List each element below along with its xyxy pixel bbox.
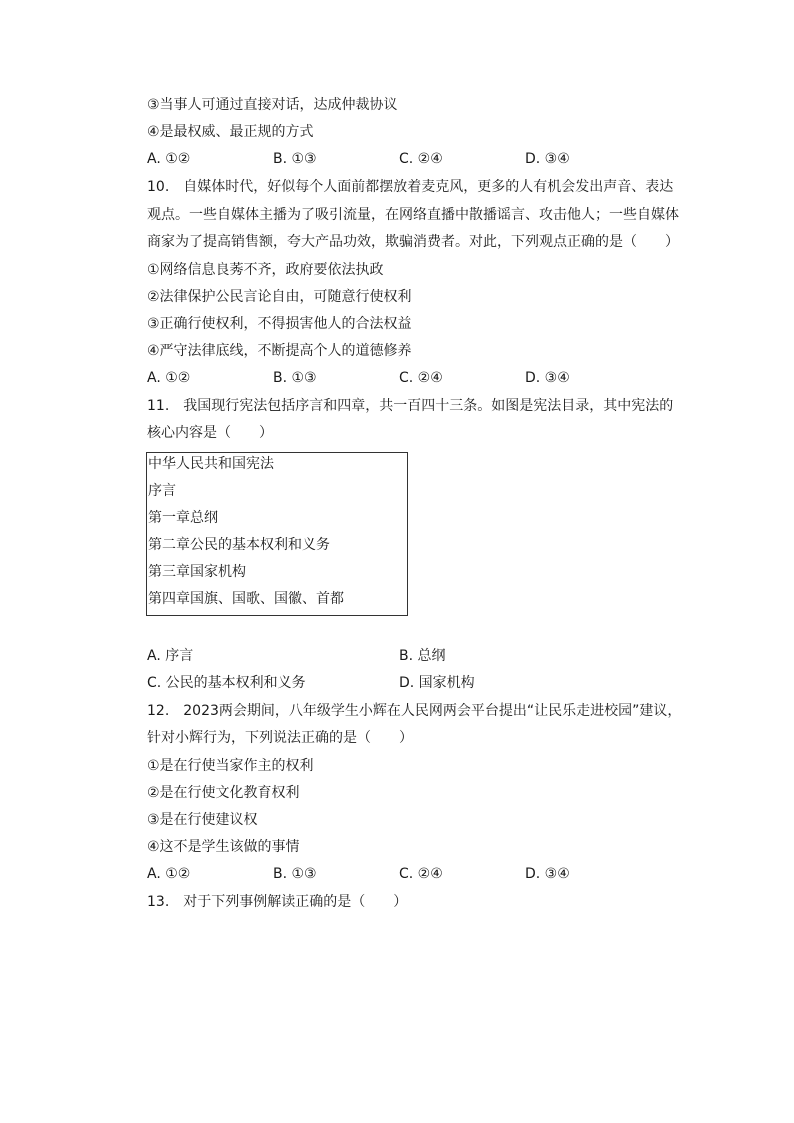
q11-option-d[interactable]: D. 国家机构 [399,675,475,691]
toc-line: 序言 [148,483,176,499]
q12-option-b[interactable]: B. ①③ [273,866,317,882]
toc-line: 第三章国家机构 [148,564,246,580]
q10-item-2: ②法律保护公民言论自由，可随意行使权利 [147,289,412,305]
q12-item-2: ②是在行使文化教育权利 [147,785,300,801]
q9-options [147,150,667,168]
toc-line: 第一章总纲 [148,510,218,526]
q12-option-d[interactable]: D. ③④ [525,866,570,882]
q10-item-1: ①网络信息良莠不齐，政府要依法执政 [147,262,384,278]
q10-stem-line-2: 观点。一些自媒体主播为了吸引流量，在网络直播中散播谣言、攻击他人；一些自媒体 [147,207,679,223]
q10-stem-line-1: 10. 自媒体时代，好似每个人面前都摆放着麦克风，更多的人有机会发出声音、表达 [147,179,674,195]
q9-option-b[interactable]: B. ①③ [273,151,317,167]
q12-item-4: ④这不是学生该做的事情 [147,839,300,855]
q12-item-1: ①是在行使当家作主的权利 [147,758,314,774]
q10-option-b[interactable]: B. ①③ [273,370,317,386]
q11-stem-line-1: 11. 我国现行宪法包括序言和四章，共一百四十三条。如图是宪法目录，其中宪法的 [147,398,674,414]
q9-option-c[interactable]: C. ②④ [399,151,443,167]
q11-options-row-2 [147,674,667,692]
q10-options [147,369,667,387]
q10-item-4: ④严守法律底线，不断提高个人的道德修养 [147,343,412,359]
q12-options [147,865,667,883]
q11-option-b[interactable]: B. 总纲 [399,648,446,664]
toc-line: 第四章国旗、国歌、国徽、首都 [148,591,344,607]
q10-item-3: ③正确行使权利，不得损害他人的合法权益 [147,316,412,332]
q12-item-3: ③是在行使建议权 [147,812,258,828]
q12-stem-line-2: 针对小辉行为，下列说法正确的是（ ） [147,730,413,746]
q10-option-a[interactable]: A. ①② [147,370,191,386]
q9-option-d[interactable]: D. ③④ [525,151,570,167]
q9-item-4: ④是最权威、最正规的方式 [147,124,314,140]
q9-option-a[interactable]: A. ①② [147,151,191,167]
toc-line: 中华人民共和国宪法 [148,456,274,472]
q11-option-c[interactable]: C. 公民的基本权利和义务 [147,675,306,691]
q12-option-c[interactable]: C. ②④ [399,866,443,882]
q10-option-c[interactable]: C. ②④ [399,370,443,386]
q12-option-a[interactable]: A. ①② [147,866,191,882]
q10-stem-line-3: 商家为了提高销售额，夸大产品功效，欺骗消费者。对此，下列观点正确的是（ ） [147,234,679,250]
q10-option-d[interactable]: D. ③④ [525,370,570,386]
q9-item-3: ③当事人可通过直接对话，达成仲裁协议 [147,97,398,113]
q11-option-a[interactable]: A. 序言 [147,648,194,664]
q11-stem-line-2: 核心内容是（ ） [147,425,273,441]
toc-line: 第二章公民的基本权利和义务 [148,537,330,553]
q12-stem-line-1: 12. 2023两会期间，八年级学生小辉在人民网两会平台提出“让民乐走进校园”建议， [147,703,682,719]
constitution-toc-box [146,452,408,616]
q13-stem-line-1: 13. 对于下列事例解读正确的是（ ） [147,894,408,910]
q11-options-row-1 [147,647,667,665]
